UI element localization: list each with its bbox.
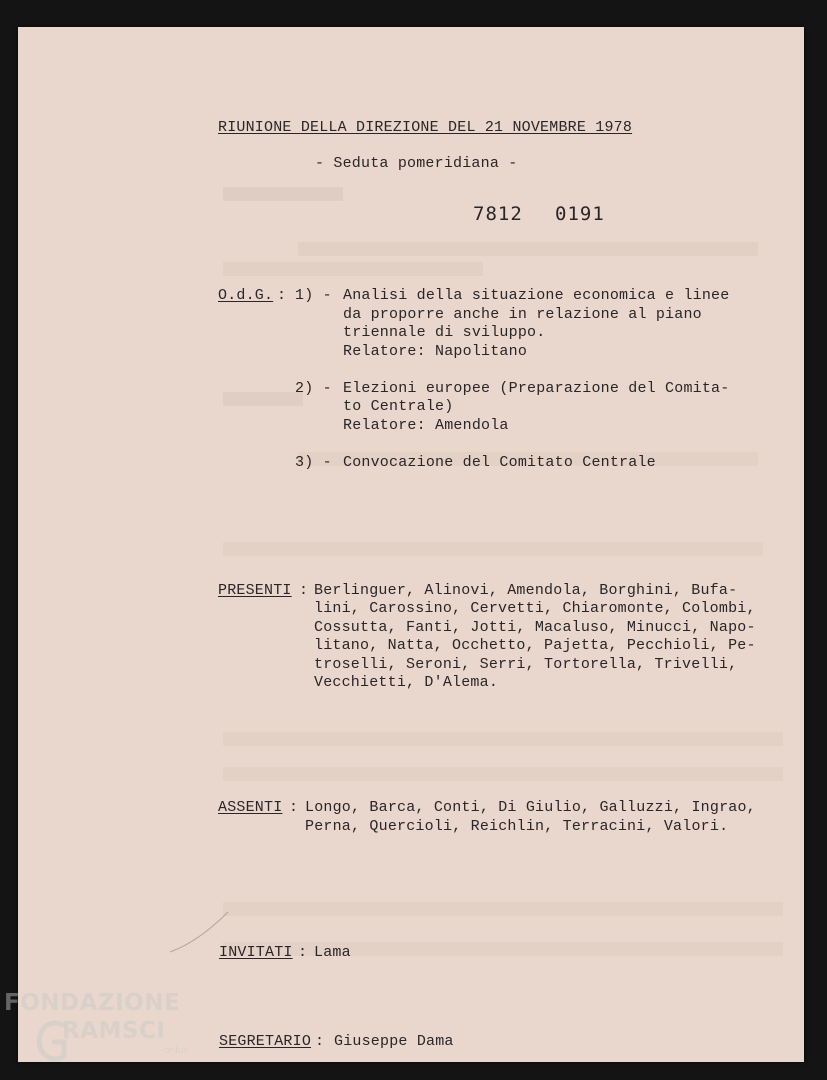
assenti-label: ASSENTI xyxy=(218,799,283,816)
presenti-line: lini, Carossino, Cervetti, Chiaromonte, Colombi, xyxy=(314,600,756,617)
invitati-value: Lama xyxy=(314,944,351,961)
protocol-number-a: 7812 xyxy=(473,203,523,225)
document-title: RIUNIONE DELLA DIREZIONE DEL 21 NOVEMBRE 1978 xyxy=(218,119,633,136)
bleed-through xyxy=(223,392,303,406)
bleed-through xyxy=(223,262,483,276)
agenda-item-line: Relatore: Amendola xyxy=(343,417,509,434)
presenti-line: Vecchietti, D'Alema. xyxy=(314,674,499,691)
bleed-through xyxy=(223,542,763,556)
watermark-line1: FONDAZIONE xyxy=(4,990,181,1016)
presenti-label: PRESENTI xyxy=(218,582,292,599)
pencil-mark xyxy=(168,907,238,957)
label-colon: : xyxy=(298,944,308,961)
agenda-item-line: da proporre anche in relazione al piano xyxy=(343,306,702,323)
label-colon: : xyxy=(315,1033,325,1050)
agenda-item-line: Relatore: Napolitano xyxy=(343,343,528,360)
label-colon: : xyxy=(299,582,309,599)
agenda-item-line: to Centrale) xyxy=(343,398,454,415)
presenti-line: litano, Natta, Occhetto, Pajetta, Pecchioli, Pe- xyxy=(314,637,756,654)
odg-label: O.d.G. xyxy=(218,287,274,304)
watermark-suffix: onlus xyxy=(164,1046,189,1056)
presenti-line: troselli, Seroni, Serri, Tortorella, Trivelli, xyxy=(314,656,738,673)
watermark-logo xyxy=(4,990,204,1075)
watermark-line2: RAMSCI xyxy=(62,1018,166,1044)
bleed-through xyxy=(298,242,758,256)
segretario-value: Giuseppe Dama xyxy=(334,1033,454,1050)
presenti-line: Berlinguer, Alinovi, Amendola, Borghini, Bufa- xyxy=(314,582,738,599)
invitati-label: INVITATI xyxy=(219,944,293,961)
agenda-item-line: Convocazione del Comitato Centrale xyxy=(343,454,656,471)
odg-colon: : xyxy=(277,287,287,304)
agenda-item-number: 1) - xyxy=(295,287,332,304)
protocol-number-b: 0191 xyxy=(555,203,605,225)
agenda-item-number: 3) - xyxy=(295,454,332,471)
agenda-item-number: 2) - xyxy=(295,380,332,397)
assenti-line: Perna, Quercioli, Reichlin, Terracini, Valori. xyxy=(305,818,729,835)
bleed-through xyxy=(223,902,783,916)
bleed-through xyxy=(223,187,343,201)
presenti-line: Cossutta, Fanti, Jotti, Macaluso, Minucci, Napo- xyxy=(314,619,756,636)
bleed-through xyxy=(223,732,783,746)
document-page xyxy=(18,27,804,1062)
document-subtitle: - Seduta pomeridiana - xyxy=(315,155,518,172)
agenda-item-line: triennale di sviluppo. xyxy=(343,324,546,341)
assenti-line: Longo, Barca, Conti, Di Giulio, Galluzzi, Ingrao, xyxy=(305,799,756,816)
label-colon: : xyxy=(289,799,299,816)
segretario-label: SEGRETARIO xyxy=(219,1033,312,1050)
agenda-item-line: Analisi della situazione economica e linee xyxy=(343,287,730,304)
agenda-item-line: Elezioni europee (Preparazione del Comita- xyxy=(343,380,730,397)
bleed-through xyxy=(223,767,783,781)
